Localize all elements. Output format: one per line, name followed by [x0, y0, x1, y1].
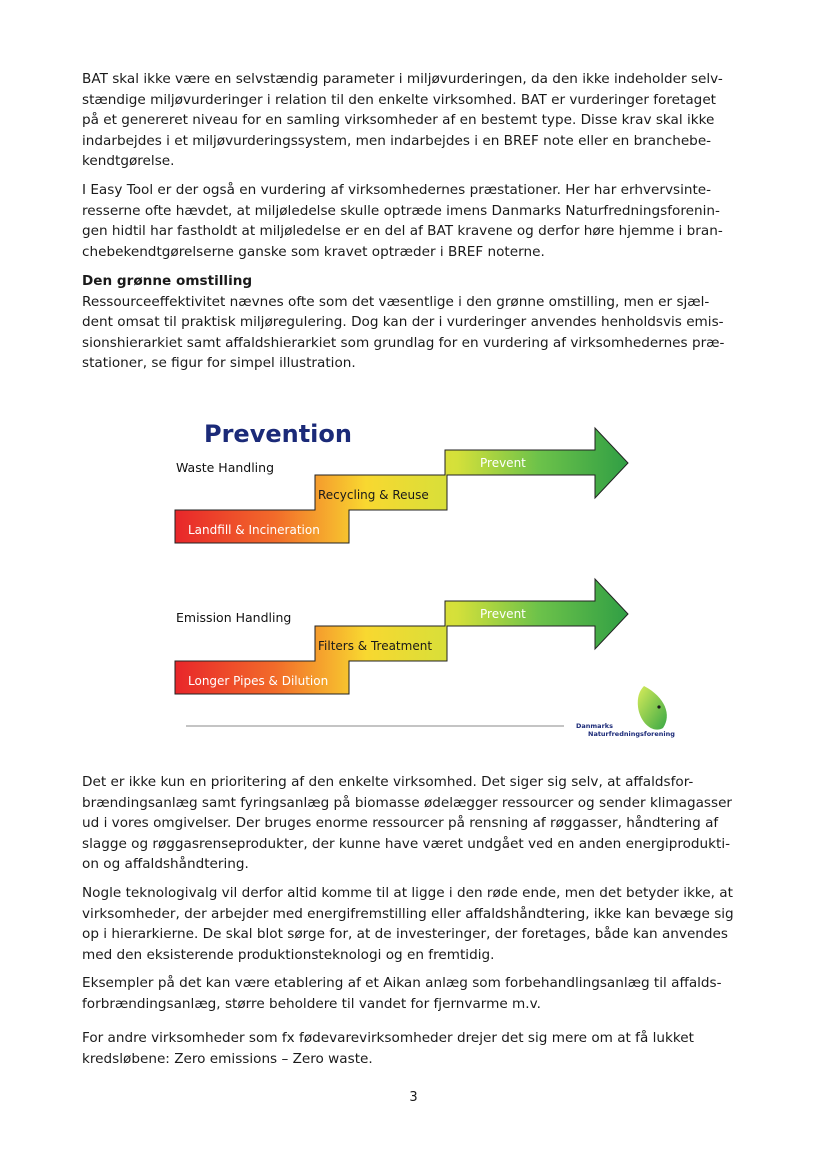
text-line: I Easy Tool er der også en vurdering af virksomhedernes præstationer. Her har erhvervsinte- — [82, 182, 712, 198]
text-line: For andre virksomheder som fx fødevarevirksomheder drejer det sig mere om at få lukket — [82, 1030, 694, 1046]
paragraph-bat — [82, 69, 754, 172]
text-line: chebekendtgørelserne ganske som kravet optræder i BREF noterne. — [82, 243, 545, 260]
paragraph-easy-tool — [82, 180, 754, 262]
emission-step-mid: Filters & Treatment — [318, 639, 433, 653]
text-line: Det er ikke kun en prioritering af den enkelte virksomhed. Det siger sig selv, at affaldsfor- — [82, 774, 694, 790]
text-line: stationer, se figur for simpel illustration. — [82, 355, 356, 372]
waste-handling-label: Waste Handling — [176, 460, 275, 475]
text-line: slagge og røggasrenseprodukter, der kunne have været undgået ved en anden energiprodukti- — [82, 835, 731, 852]
emission-handling-label: Emission Handling — [176, 610, 292, 625]
emission-step-high: Prevent — [480, 607, 526, 621]
section-green-transition — [82, 271, 754, 374]
text-line: sionshierarkiet samt affaldshierarkiet som grundlag for en vurdering af virksomhedernes præ- — [82, 334, 725, 351]
page-number: 3 — [409, 1090, 418, 1105]
paragraph-prioritering — [82, 772, 754, 875]
text-line: stændige miljøvurderinger i relation til den enkelte virksomhed. BAT er vurderinger foretaget — [82, 91, 717, 108]
text-line: gen hidtil har fastholdt at miljøledelse er en del af BAT kravene og derfor høre hjemme i bran- — [82, 223, 723, 240]
text-line: på et genereret niveau for en samling virksomheder af en bestemt type. Disse krav skal ikke — [82, 112, 715, 129]
text-line: Nogle teknologivalg vil derfor altid komme til at ligge i den røde ende, men det betyder ikke, at — [82, 885, 733, 901]
waste-step-low: Landfill & Incineration — [188, 523, 320, 537]
paragraph-eksempler — [82, 973, 754, 1014]
paragraph-teknologivalg — [82, 883, 754, 965]
figure-title: Prevention — [204, 420, 352, 448]
text-line: kendtgørelse. — [82, 153, 175, 170]
text-line: Ressourceeffektivitet nævnes ofte som det væsentlige i den grønne omstilling, men er sjæl- — [82, 293, 710, 310]
text-line: forbrændingsanlæg, større beholdere til vandet for fjernvarme m.v. — [82, 995, 541, 1012]
leaf-icon — [638, 686, 667, 730]
emission-hierarchy — [175, 579, 628, 694]
section-heading: Den grønne omstilling — [82, 273, 253, 289]
text-line: dent omsat til praktisk miljøregulering. Dog kan der i vurderinger anvendes henholdsvis emis- — [82, 314, 724, 331]
text-line: BAT skal ikke være en selvstændig parameter i miljøvurderingen, da den ikke indeholder selv- — [82, 71, 723, 87]
text-line: med den eksisterende produktionsteknologi og en fremtidig. — [82, 946, 495, 963]
logo-line-1: Danmarks — [576, 722, 613, 730]
emission-step-low: Longer Pipes & Dilution — [188, 674, 329, 688]
danmarks-naturfredningsforening-logo — [576, 686, 675, 738]
text-line: virksomheder, der arbejder med energifremstilling eller affaldshåndtering, ikke kan bevæge sig — [82, 905, 734, 922]
text-line: resserne ofte hævdet, at miljøledelse skulle optræde imens Danmarks Naturfredningsforenin- — [82, 202, 720, 219]
text-line: kredsløbene: Zero emissions – Zero waste. — [82, 1050, 373, 1067]
prevention-hierarchy-figure — [160, 415, 680, 750]
text-line: brændingsanlæg samt fyringsanlæg på biomasse ødelægger ressourcer og sender klimagasser — [82, 794, 733, 811]
paragraph-andre-virksomheder — [82, 1028, 754, 1069]
waste-step-mid: Recycling & Reuse — [318, 488, 429, 502]
text-line: indarbejdes i et miljøvurderingssystem, men indarbejdes i en BREF note eller en branchebe- — [82, 132, 712, 149]
text-line: on og affaldshåndtering. — [82, 856, 249, 873]
logo-line-2: Naturfredningsforening — [588, 730, 675, 738]
text-line: ud i vores omgivelser. Der bruges enorme ressourcer på rensning af røggasser, håndtering af — [82, 815, 719, 832]
text-line: op i hierarkierne. De skal blot sørge for, at de investeringer, der foretages, både kan anvendes — [82, 926, 729, 943]
waste-step-high: Prevent — [480, 456, 526, 470]
text-line: Eksempler på det kan være etablering af et Aikan anlæg som forbehandlingsanlæg til affalds- — [82, 975, 722, 991]
